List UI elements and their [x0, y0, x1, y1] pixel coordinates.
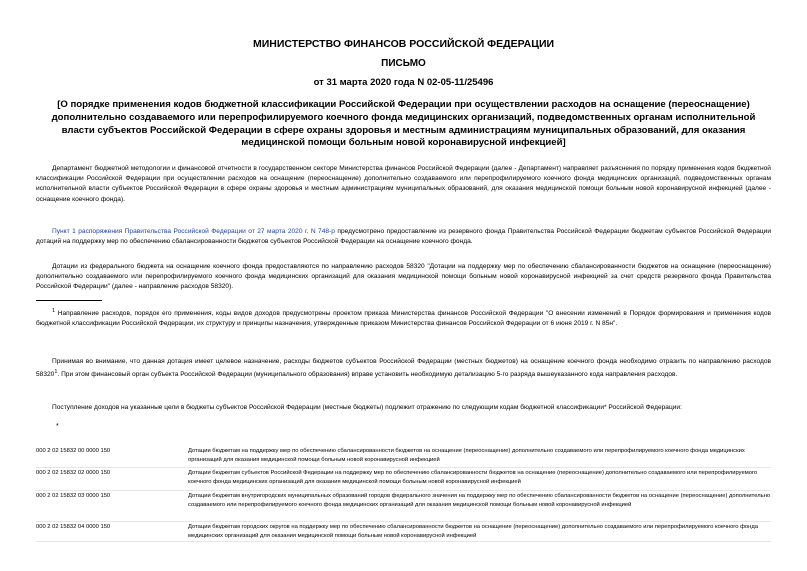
paragraph-expenses-text-a: Принимая во внимание, что данная дотация имеет целевое назначение, расходы бюджетов субъектов Российской Федерации (местных бюджетов) на оснащение коечного фонда необходимо отразить по направлению расходов 58320 [36, 358, 771, 379]
budget-code: 000 2 02 15832 04 0000 150 [36, 524, 111, 530]
paragraph-decree [36, 227, 771, 247]
table-row [36, 492, 771, 523]
table-row [36, 523, 771, 543]
asterisk-note: * [56, 423, 59, 430]
paragraph-intro: Департамент бюджетной методологии и финансовой отчетности в государственном секторе Министерства финансов Российской Федерации (далее - Департамент) направляет разъяснения по порядку применения кодов бюджетной классификации Российской Федерации при осуществлении расходов на оснащение (переоснащение) дополнительно создаваемого или перепрофилируемого коечного фонда медицинских организаций, подведомственных органам исполнительной власти субъектов Российской Федерации в сфере охраны здоровья и местным администрациям муниципальных образований, для оказания медицинской помощи больным новой коронавирусной инфекцией (далее - оснащение коечного фонда). [36, 165, 771, 203]
paragraph-revenues: Поступление доходов на указанные цели в бюджеты субъектов Российской Федерации (местные бюджеты) подлежит отражению по следующим кодам бюджетной классификации* Российской Федерации: [52, 404, 682, 411]
paragraph-expenses [36, 357, 771, 381]
footnote [36, 306, 771, 330]
budget-code: 000 2 02 15832 00 0000 150 [36, 448, 111, 454]
table-row [36, 469, 771, 492]
document-type: ПИСЬМО [381, 58, 426, 69]
document-reference: от 31 марта 2020 года N 02-05-11/25496 [313, 77, 494, 88]
budget-code-description: Дотации бюджетам внутригородских муниципальных образований городов федерального значения на поддержку мер по обеспечению сбалансированности бюджетов на оснащение (переоснащение) дополнительно создаваемого или перепрофилируемого коечного фонда медицинских организаций для оказания медицинской помощи больным новой коронавирусной инфекцией [188, 493, 771, 508]
paragraph-decree-text: предусмотрено предоставление из резервного фонда Правительства Российской Федерации бюджетам субъектов Российской Федерации дотаций на поддержку мер по обеспечению сбалансированности бюджетов субъектов Российской Федерации на оснащение коечного фонда. [36, 228, 772, 246]
footnote-text: Направление расходов, порядок его применения, коды видов доходов предусмотрены проектом приказа Министерства финансов Российской Федерации "О внесении изменений в Порядок формирования и применения кодов бюджетной классификации Российской Федерации, их структуру и принципы назначения, утвержденные приказом Министерства финансов Российской Федерации от 6 июня 2019 г. N 85н". [36, 310, 771, 328]
footnote-reference[interactable]: 1 [54, 369, 58, 376]
budget-code: 000 2 02 15832 03 0000 150 [36, 493, 111, 499]
footnote-mark: 1 [52, 308, 56, 314]
paragraph-expenses-text-b: . При этом финансовый орган субъекта Российской Федерации (муниципального образования) вправе установить необходимую детализацию 5-го разряда вышеуказанного кода направления расходов. [57, 371, 678, 379]
table-row [36, 447, 771, 469]
budget-code-description: Дотации бюджетам городских округов на поддержку мер по обеспечению сбалансированности бюджетов на оснащение (переоснащение) дополнительно создаваемого или перепрофилируемого коечного фонда медицинских организаций для оказания медицинской помощи больным новой коронавирусной инфекцией [188, 524, 758, 539]
paragraph-subsidies: Дотации из федерального бюджета на оснащение коечного фонда предоставляются по направлению расходов 58320 "Дотации на поддержку мер по обеспечению сбалансированности бюджетов на оснащение (переоснащение) дополнительно создаваемого или перепрофилируемого коечного фонда медицинских организаций для оказания медицинской помощи больным новой коронавирусной инфекцией за счет средств резервного фонда Правительства Российской Федерации" (далее - направление расходов 58320). [36, 263, 771, 291]
budget-code: 000 2 02 15832 02 0000 150 [36, 470, 111, 476]
document-title: [О порядке применения кодов бюджетной классификации Российской Федерации при осуществлении расходов на оснащение (переоснащение) дополнительно создаваемого или перепрофилируемого коечного фонда медицинских организаций, подведомственных органам исполнительной власти субъектов Российской Федерации в сфере охраны здоровья и местным администрациям муниципальных образований, для оказания медицинской помощи больным новой коронавирусной инфекцией] [51, 99, 756, 149]
budget-code-description: Дотации бюджетам на поддержку мер по обеспечению сбалансированности бюджетов на оснащение (переоснащение) дополнительно создаваемого или перепрофилируемого коечного фонда медицинских организаций для оказания медицинской помощи больным новой коронавирусной инфекцией [188, 448, 745, 463]
decree-link[interactable]: Пункт 1 распоряжения Правительства Российской Федерации от 27 марта 2020 г. N 748-р [52, 228, 335, 235]
footnote-divider [36, 300, 102, 301]
ministry-heading: МИНИСТЕРСТВО ФИНАНСОВ РОССИЙСКОЙ ФЕДЕРАЦИИ [252, 38, 555, 50]
budget-code-description: Дотации бюджетам субъектов Российской Федерации на поддержку мер по обеспечению сбалансированности бюджетов на оснащение (переоснащение) дополнительно создаваемого или перепрофилируемого коечного фонда медицинских организаций для оказания медицинской помощи больным новой коронавирусной инфекцией [188, 470, 758, 485]
budget-codes-table [36, 447, 771, 543]
